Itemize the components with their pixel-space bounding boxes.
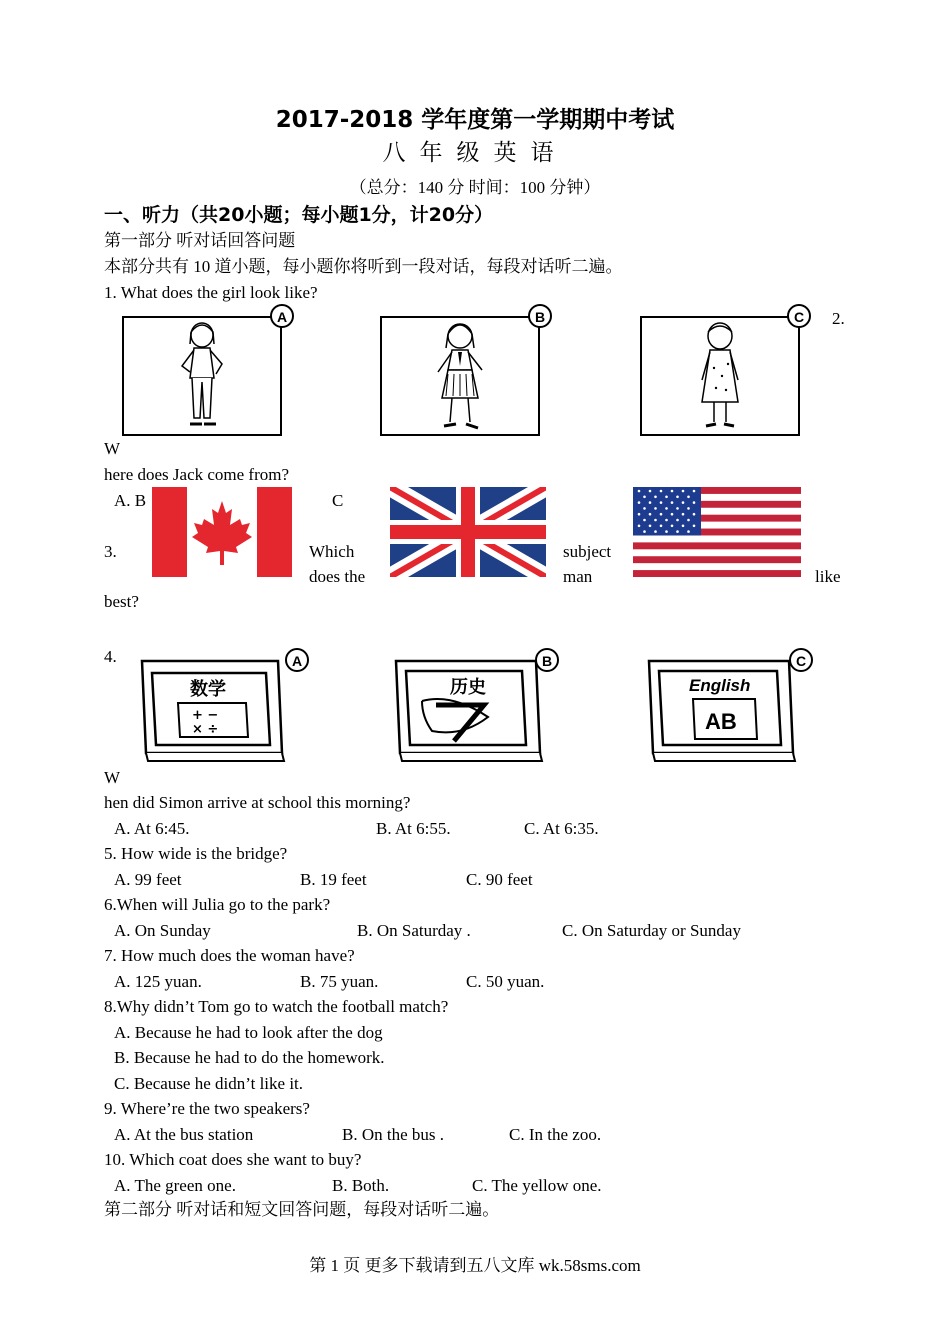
q9-option-c: C. In the zoo. <box>509 1125 602 1144</box>
question-3-man: man <box>563 567 593 586</box>
q10-option-a: A. The green one. <box>114 1176 236 1195</box>
question-3-which: Which <box>309 542 355 561</box>
usa-flag <box>633 487 801 577</box>
question-8: 8.Why didn’t Tom go to watch the football match? <box>104 997 449 1016</box>
question-10: 10. Which coat does she want to buy? <box>104 1150 362 1169</box>
svg-text:AB: AB <box>705 709 737 734</box>
q9-option-b: B. On the bus . <box>342 1125 444 1144</box>
q7-option-a: A. 125 yuan. <box>114 972 202 991</box>
math-book-title: 数学 <box>190 679 226 700</box>
q8-option-a: A. Because he had to look after the dog <box>114 1023 383 1042</box>
q5-option-a: A. 99 feet <box>114 870 182 889</box>
option-badge-a: A <box>270 304 294 328</box>
question-3-does-the: does the <box>309 567 366 586</box>
canada-flag <box>152 487 292 577</box>
girl-a-illustration <box>124 318 280 434</box>
uk-flag <box>390 487 546 577</box>
q5-option-b: B. 19 feet <box>300 870 367 889</box>
question-6: 6.When will Julia go to the park? <box>104 895 331 914</box>
math-book <box>138 657 308 765</box>
question-3-subject: subject <box>563 542 612 561</box>
book-badge-b: B <box>535 648 559 672</box>
question-5: 5. How wide is the bridge? <box>104 844 288 863</box>
question-9: 9. Where’re the two speakers? <box>104 1099 310 1118</box>
q7-option-c: C. 50 yuan. <box>466 972 545 991</box>
part2-title: 第二部分 听对话和短文回答问题，每段对话听二遍。 <box>104 1200 500 1219</box>
question-3-best: best? <box>104 592 139 611</box>
q6-option-b: B. On Saturday . <box>357 921 471 940</box>
svg-text:+ −: + − <box>192 708 219 723</box>
q9-option-a: A. At the bus station <box>114 1125 254 1144</box>
question-4-first-letter: W <box>104 768 121 787</box>
history-book <box>392 657 562 765</box>
girl-b-illustration <box>382 318 538 434</box>
question-2-option-c: C <box>332 491 344 510</box>
english-book-title: English <box>689 676 751 695</box>
question-4-text: hen did Simon arrive at school this morning? <box>104 793 411 812</box>
question-1: 1. What does the girl look like? <box>104 283 318 302</box>
question-2-number: 2. <box>832 309 845 328</box>
q8-option-c: C. Because he didn’t like it. <box>114 1074 304 1093</box>
q5-option-c: C. 90 feet <box>466 870 533 889</box>
svg-text:× ÷: × ÷ <box>192 722 219 737</box>
exam-meta: （总分：140 分 时间：100 分钟） <box>349 178 601 197</box>
english-book <box>645 657 815 765</box>
question-3-like: like <box>815 567 841 586</box>
girl-c-illustration <box>642 318 798 434</box>
question-2-text: here does Jack come from? <box>104 465 290 484</box>
q6-option-c: C. On Saturday or Sunday <box>562 921 741 940</box>
exam-title: 2017-2018 学年度第一学期期中考试 <box>275 107 675 133</box>
book-badge-c: C <box>789 648 813 672</box>
page-footer: 第 1 页 更多下载请到五八文库 wk.58sms.com <box>309 1256 641 1275</box>
q7-option-b: B. 75 yuan. <box>300 972 379 991</box>
q10-option-c: C. The yellow one. <box>472 1176 602 1195</box>
picture-girl-c <box>640 316 800 436</box>
question-2-first-letter: W <box>104 439 121 458</box>
question-2-option-a: A. B <box>114 491 147 510</box>
q4-option-b: B. At 6:55. <box>376 819 451 838</box>
q8-option-b: B. Because he had to do the homework. <box>114 1048 385 1067</box>
picture-girl-a <box>122 316 282 436</box>
option-badge-c: C <box>787 304 811 328</box>
picture-girl-b <box>380 316 540 436</box>
q4-option-a: A. At 6:45. <box>114 819 190 838</box>
question-3-number: 3. <box>104 542 117 561</box>
q6-option-a: A. On Sunday <box>114 921 211 940</box>
section-heading: 一、听力（共20小题；每小题1分，计20分） <box>104 204 494 226</box>
option-badge-b: B <box>528 304 552 328</box>
part1-instructions: 本部分共有 10 道小题，每小题你将听到一段对话，每段对话听二遍。 <box>104 257 623 276</box>
question-7: 7. How much does the woman have? <box>104 946 355 965</box>
question-4-number: 4. <box>104 647 117 666</box>
part1-title: 第一部分 听对话回答问题 <box>104 231 296 250</box>
q10-option-b: B. Both. <box>332 1176 390 1195</box>
history-book-title: 历史 <box>450 677 486 698</box>
q4-option-c: C. At 6:35. <box>524 819 599 838</box>
exam-subject: 八年级英语 <box>382 140 568 166</box>
book-badge-a: A <box>285 648 309 672</box>
